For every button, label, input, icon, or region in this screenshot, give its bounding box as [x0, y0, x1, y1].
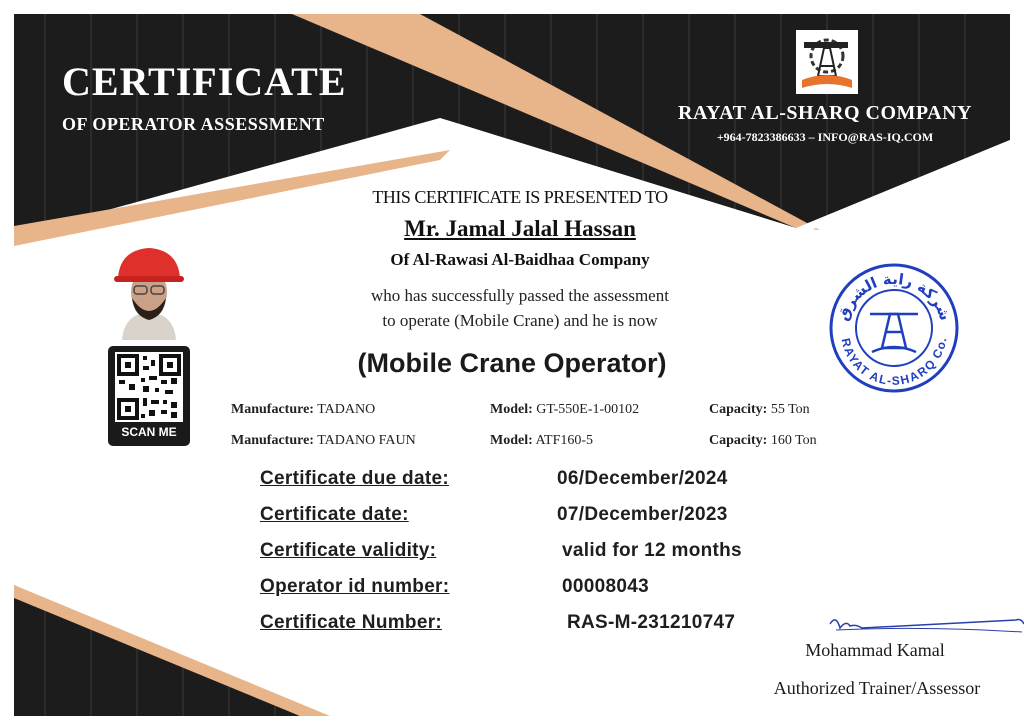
scan-me-label: SCAN ME — [121, 425, 177, 439]
signatory-name: Mohammad Kamal — [805, 640, 945, 660]
operator-photo — [108, 240, 190, 340]
certificate-date-value: 07/December/2023 — [557, 504, 728, 525]
validity-value: valid for 12 months — [562, 540, 742, 561]
equipment-1-model: Model: GT-550E-1-00102 — [490, 402, 640, 417]
certificate-date-label: Certificate date: — [260, 504, 409, 525]
equipment-2-capacity: Capacity: 160 Ton — [709, 433, 817, 448]
operator-id-value: 00008043 — [562, 576, 649, 597]
certificate-title: CERTIFICATE — [62, 59, 347, 104]
presented-to-text: THIS CERTIFICATE IS PRESENTED TO — [372, 187, 668, 207]
assessment-line-2: to operate (Mobile Crane) and he is now — [382, 311, 658, 330]
due-date-label: Certificate due date: — [260, 468, 449, 489]
equipment-2-manufacture: Manufacture: TADANO FAUN — [231, 433, 416, 448]
equipment-1-manufacture: Manufacture: TADANO — [231, 402, 376, 417]
svg-text:شركة راية الشرق: شركة راية الشرق — [833, 269, 955, 323]
qr-pattern-icon — [115, 352, 183, 422]
certificate-subtitle: OF OPERATOR ASSESSMENT — [62, 114, 325, 134]
svg-text:RAYAT AL-SHARQ Co.: RAYAT AL-SHARQ Co. — [838, 336, 950, 388]
validity-label: Certificate validity: — [260, 540, 437, 561]
certificate-number-label: Certificate Number: — [260, 612, 443, 633]
company-stamp-icon — [828, 262, 960, 394]
operator-id-label: Operator id number: — [260, 576, 450, 597]
operator-role: (Mobile Crane Operator) — [357, 348, 667, 378]
qr-code[interactable] — [108, 346, 190, 446]
signatory-title: Authorized Trainer/Assessor — [773, 678, 981, 698]
equipment-2-model: Model: ATF160-5 — [490, 433, 594, 448]
due-date-value: 06/December/2024 — [557, 468, 728, 489]
equipment-1-capacity: Capacity: 55 Ton — [709, 402, 810, 417]
oil-derrick-logo-icon — [796, 30, 858, 94]
recipient-company: Of Al-Rawasi Al-Baidhaa Company — [390, 250, 650, 269]
recipient-name: Mr. Jamal Jalal Hassan — [404, 216, 636, 241]
company-contact: +964-7823386633 – INFO@RAS-IQ.COM — [716, 130, 934, 144]
company-name: RAYAT AL-SHARQ COMPANY — [678, 102, 972, 124]
certificate-number-value: RAS-M-231210747 — [567, 612, 736, 633]
assessment-line-1: who has successfully passed the assessment — [371, 286, 669, 305]
